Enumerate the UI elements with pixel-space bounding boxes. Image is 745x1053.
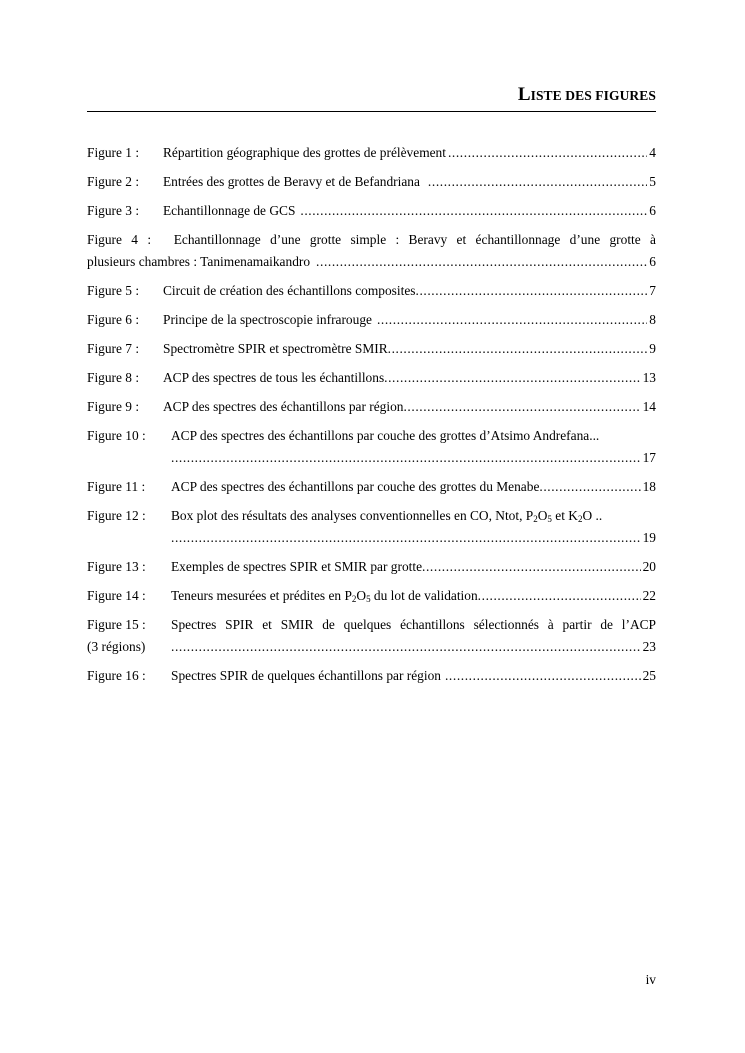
page-number: 6 — [649, 203, 656, 218]
figure-label: Figure 13 : — [87, 559, 146, 574]
page-number: 20 — [642, 559, 656, 574]
figure-caption: Box plot des résultats des analyses conventionnelles en CO, Ntot, $P_2O_5$ et $K_2O$ .. — [171, 508, 603, 524]
figure-caption: Principe de la spectroscopie infrarouge — [163, 312, 372, 327]
list-item[interactable] — [87, 396, 656, 425]
list-item[interactable] — [87, 665, 656, 694]
page-number: 19 — [642, 530, 656, 545]
list-item[interactable] — [87, 309, 656, 338]
list-item[interactable] — [87, 142, 656, 171]
page-number: 4 — [649, 145, 656, 160]
figure-label: Figure 14 : — [87, 588, 146, 603]
figure-label: Figure 16 : — [87, 668, 146, 683]
figure-caption-continued: plusieurs chambres : Tanimenamaikandro — [87, 254, 311, 269]
dot-leader — [300, 200, 647, 222]
figure-caption: Spectromètre SPIR et spectromètre SMIR — [163, 341, 388, 356]
list-item[interactable] — [87, 280, 656, 309]
page-number: 25 — [642, 668, 656, 683]
dot-leader — [377, 309, 647, 331]
page-title — [87, 84, 656, 106]
page-number: 14 — [642, 399, 656, 414]
figure-caption: Spectres SPIR de quelques échantillons par région — [171, 668, 441, 683]
page-folio: iv — [645, 972, 656, 987]
figure-caption: ACP des spectres de tous les échantillons — [163, 370, 385, 385]
page-number: 7 — [649, 283, 656, 298]
figure-caption: Circuit de création des échantillons composites — [163, 283, 416, 298]
dot-leader — [428, 171, 647, 193]
list-item[interactable] — [87, 476, 656, 505]
figure-label: Figure 9 : — [87, 399, 140, 414]
figure-label: Figure 3 : — [87, 203, 140, 218]
dot-leader — [171, 636, 641, 658]
list-item[interactable] — [87, 229, 656, 280]
list-item[interactable] — [87, 556, 656, 585]
page-number: 17 — [642, 450, 656, 465]
page-number: 18 — [642, 479, 656, 494]
figure-label: Figure 11 : — [87, 479, 146, 494]
dot-leader — [384, 367, 640, 389]
list-item[interactable] — [87, 614, 656, 665]
figure-label: Figure 5 : — [87, 283, 140, 298]
dot-leader — [445, 665, 641, 687]
figure-list — [87, 142, 656, 694]
page-number: 5 — [649, 174, 656, 189]
figure-label: Figure 12 : — [87, 508, 146, 523]
figure-label: Figure 10 : — [87, 428, 146, 443]
title-rest: ISTE DES FIGURES — [530, 88, 656, 103]
figure-label: Figure 4 : — [87, 232, 152, 247]
figure-label: Figure 15 : — [87, 617, 146, 632]
page-number: 23 — [642, 639, 656, 654]
list-item[interactable] — [87, 200, 656, 229]
dot-leader — [316, 251, 647, 273]
dot-leader — [403, 396, 640, 418]
page-number: 6 — [649, 254, 656, 269]
dot-leader — [448, 142, 647, 164]
list-item[interactable] — [87, 171, 656, 200]
dot-leader — [171, 447, 641, 469]
figure-label-continued: (3 régions) — [87, 639, 146, 654]
figure-caption: Répartition géographique des grottes de prélèvement — [163, 145, 446, 160]
figure-label: Figure 2 : — [87, 174, 140, 189]
figure-caption: Exemples de spectres SPIR et SMIR par grotte — [171, 559, 423, 574]
title-rule — [87, 111, 656, 112]
figure-label: Figure 6 : — [87, 312, 140, 327]
figure-label: Figure 1 : — [87, 145, 140, 160]
figure-caption: Echantillonnage de GCS — [163, 203, 296, 218]
dot-leader — [539, 476, 640, 498]
figure-caption: Echantillonnage d’une grotte simple : Beravy et échantillonnage d’une grotte à — [173, 232, 656, 247]
list-item[interactable] — [87, 367, 656, 396]
list-item[interactable] — [87, 425, 656, 476]
dot-leader — [422, 556, 641, 578]
page-number: 8 — [649, 312, 656, 327]
list-item[interactable] — [87, 338, 656, 367]
page-number: 22 — [642, 588, 656, 603]
figure-caption: ACP des spectres des échantillons par région — [163, 399, 404, 414]
list-item[interactable] — [87, 505, 656, 556]
figure-label: Figure 8 : — [87, 370, 140, 385]
list-item[interactable] — [87, 585, 656, 614]
figure-caption: Spectres SPIR et SMIR de quelques échantillons sélectionnés à partir de l’ACP — [171, 617, 656, 632]
page-number: 9 — [649, 341, 656, 356]
page-number: 13 — [642, 370, 656, 385]
figure-caption: Entrées des grottes de Beravy et de Befandriana — [163, 174, 420, 189]
dot-leader — [171, 527, 641, 549]
figure-caption: ACP des spectres des échantillons par couche des grottes d’Atsimo Andrefana... — [171, 428, 600, 443]
figure-caption: Teneurs mesurées et prédites en $P_2O_5$ du lot de validation — [171, 588, 478, 604]
figure-label: Figure 7 : — [87, 341, 140, 356]
title-initial: L — [517, 84, 531, 105]
dot-leader — [416, 280, 648, 302]
dot-leader — [388, 338, 648, 360]
dot-leader — [478, 585, 641, 607]
figure-caption: ACP des spectres des échantillons par couche des grottes du Menabe — [171, 479, 540, 494]
